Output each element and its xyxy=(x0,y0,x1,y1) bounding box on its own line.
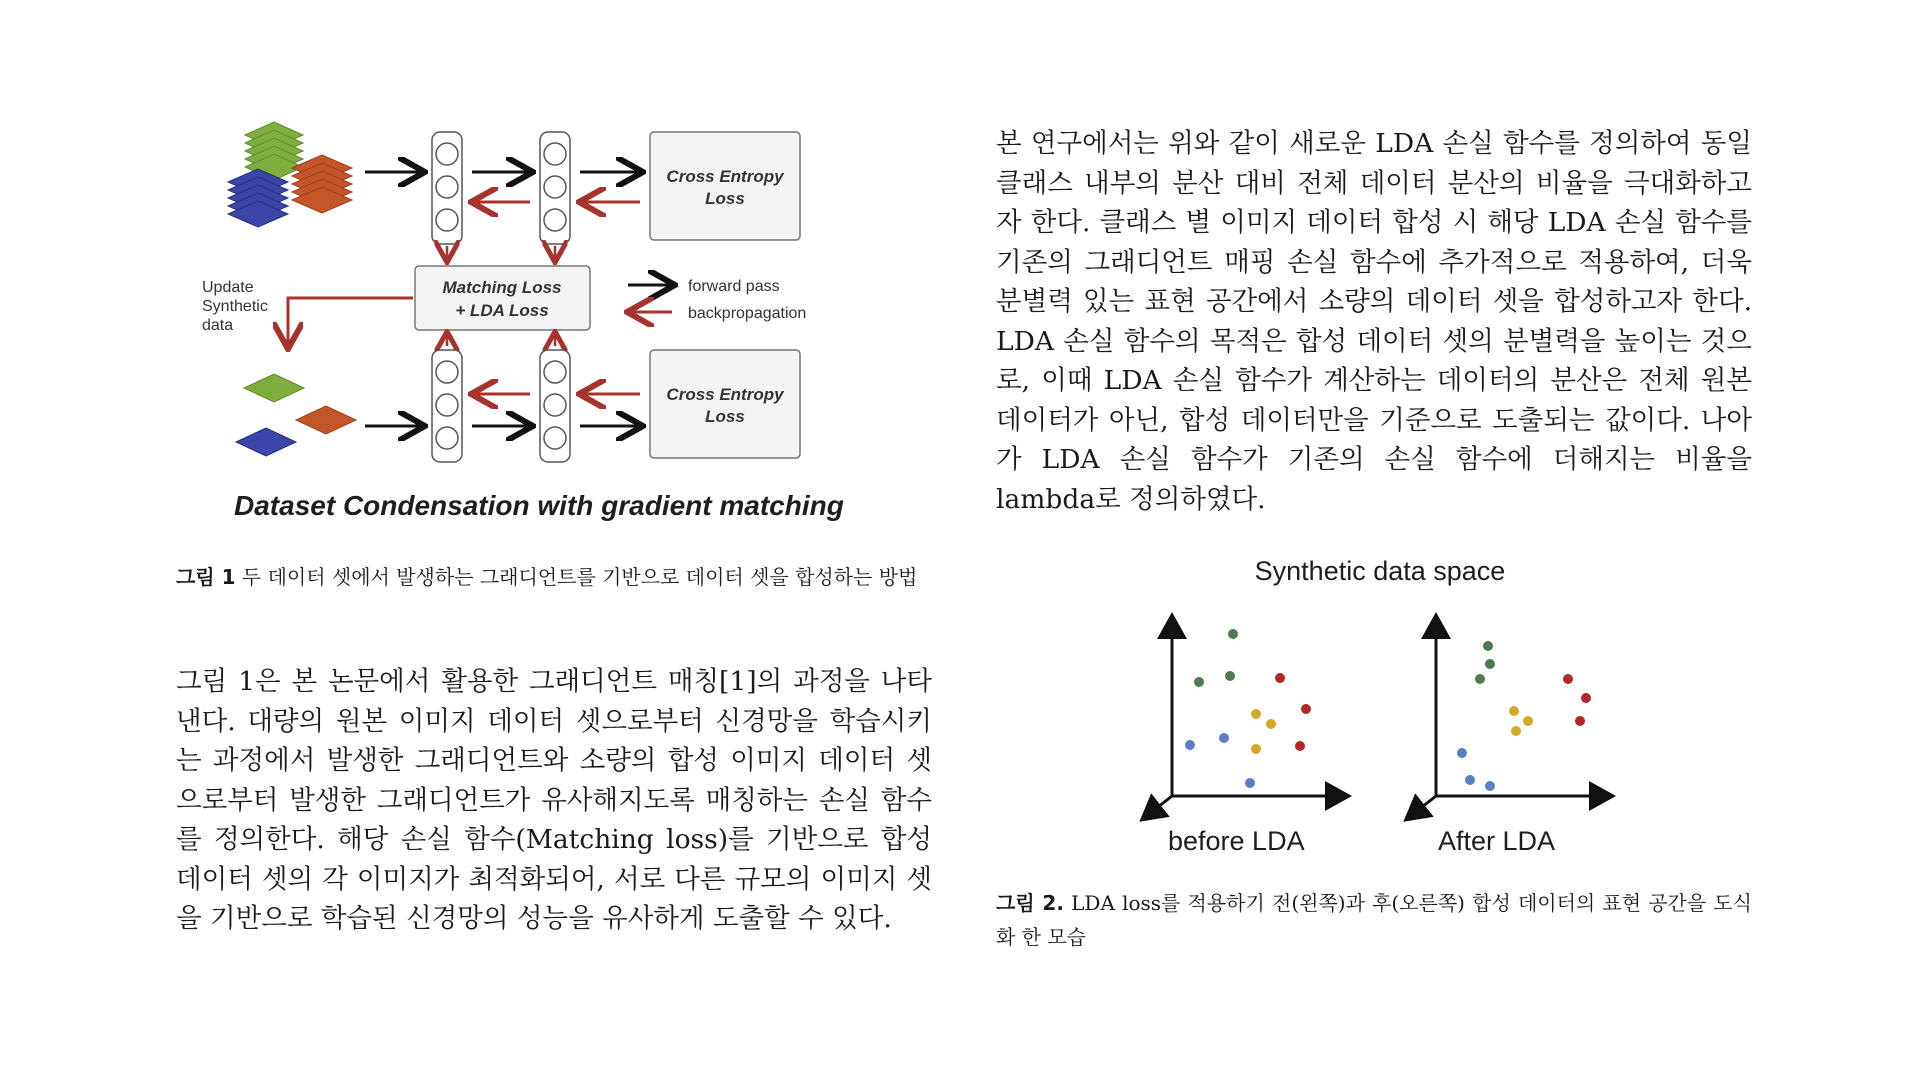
legend-backward: backpropagation xyxy=(688,305,807,322)
figure-1-caption xyxy=(176,560,932,594)
synthetic-image-blue xyxy=(236,428,296,456)
cross-entropy-box-bottom xyxy=(650,350,800,458)
ce-top-line1: Cross Entropy xyxy=(666,167,784,186)
figure-1 xyxy=(200,110,900,530)
synthetic-space-plots xyxy=(1120,550,1640,830)
figure-2 xyxy=(1120,550,1640,870)
ce-top-line2: Loss xyxy=(705,189,745,208)
real-data-stack-blue xyxy=(228,169,288,227)
points-after xyxy=(1457,641,1591,791)
body-paragraph-right: 본 연구에서는 위와 같이 새로운 LDA 손실 함수를 정의하여 동일 클래스 내부의 분산 대비 전체 데이터 분산의 비율을 극대화하고자 한다. 클래스 별 이미지 데이터 합성 시 해당 LDA 손실 함수를 기존의 그래디언트 매핑 손실 함수에 추가적으로 적용하여, 더욱 분별력 있는 표현 공간에서 소량의 데이터 셋을 합성하고자 한다. LDA 손실 함수의 목적은 합성 데이터 셋의 분별력을 높이는 것으로, 이때 LDA 손실 함수가 계산하는 데이터의 분산은 전체 원본 데이터가 아닌, 합성 데이터만을 기준으로 도출되는 값이다. 나아가 LDA 손실 함수가 기존의 손실 함수에 더해지는 비율을 lambda로 정의하였다. xyxy=(996,128,1752,515)
figure-2-caption xyxy=(996,886,1752,954)
gradient-matching-diagram xyxy=(200,110,900,490)
label-after-lda: After LDA xyxy=(1438,826,1556,856)
network-layer-2-top xyxy=(540,132,570,244)
real-data-stack-orange xyxy=(292,155,352,213)
caption-2-label: 그림 2. xyxy=(996,891,1064,915)
update-line1: Update xyxy=(202,279,254,296)
ce-bottom-line2: Loss xyxy=(705,407,745,426)
label-before-lda: before LDA xyxy=(1168,826,1305,856)
figure-1-title: Dataset Condensation with gradient matching xyxy=(234,490,844,521)
caption-1-label: 그림 1 xyxy=(176,565,236,589)
network-layer-1-top xyxy=(432,132,462,244)
matching-line2: + LDA Loss xyxy=(455,301,549,320)
synthetic-image-orange xyxy=(296,406,356,434)
update-line2: Synthetic xyxy=(202,298,268,315)
caption-1-text: 두 데이터 셋에서 발생하는 그래디언트를 기반으로 데이터 셋을 합성하는 방법 xyxy=(241,565,918,589)
caption-2-text: LDA loss를 적용하기 전(왼쪽)과 후(오른쪽) 합성 데이터의 표현 공간을 도식화 한 모습 xyxy=(996,891,1753,949)
ce-bottom-line1: Cross Entropy xyxy=(666,385,784,404)
body-paragraph-left: 그림 1은 본 논문에서 활용한 그래디언트 매칭[1]의 과정을 나타낸다. 대량의 원본 이미지 데이터 셋으로부터 신경망을 학습시키는 과정에서 발생한 그래디언트와 소량의 합성 이미지 데이터 셋으로부터 발생한 그래디언트가 유사해지도록 매칭하는 손실 함수를 정의한다. 해당 손실 함수(Matching loss)를 기반으로 합성 데이터 셋의 각 이미지가 최적화되어, 서로 다른 규모의 이미지 셋을 기반으로 학습된 신경망의 성능을 유사하게 도출할 수 있다. xyxy=(176,666,932,934)
network-layer-1-bottom xyxy=(432,350,462,462)
points-before xyxy=(1185,629,1311,788)
matching-loss-box xyxy=(415,266,590,330)
matching-line1: Matching Loss xyxy=(442,278,562,297)
update-line3: data xyxy=(202,317,234,334)
network-layer-2-bottom xyxy=(540,350,570,462)
figure-2-title: Synthetic data space xyxy=(1254,556,1506,586)
synthetic-image-green xyxy=(244,374,304,402)
cross-entropy-box-top xyxy=(650,132,800,240)
legend-forward: forward pass xyxy=(688,278,780,295)
axes-before xyxy=(1144,618,1346,818)
